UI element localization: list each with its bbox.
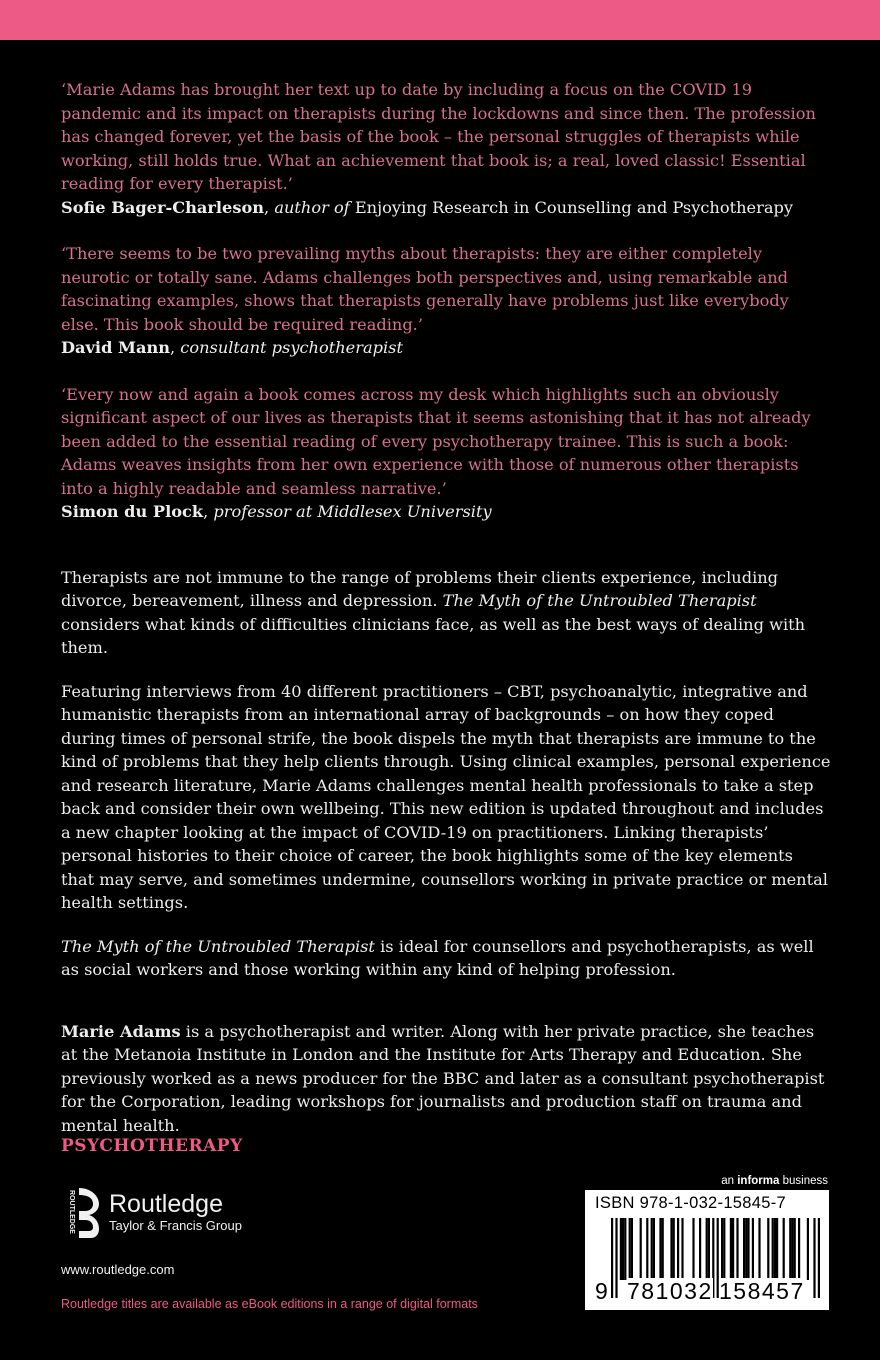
- barcode-bar: [646, 1218, 648, 1280]
- barcode-bar: [631, 1218, 633, 1280]
- reviewer-name: David Mann: [61, 338, 170, 357]
- category-label: PSYCHOTHERAPY: [61, 1136, 243, 1156]
- description-paragraph-3: [61, 935, 831, 982]
- barcode-bar: [745, 1218, 747, 1280]
- barcode-bar: [624, 1218, 626, 1280]
- publisher-group: Taylor & Francis Group: [109, 1218, 242, 1233]
- isbn-barcode: [585, 1190, 829, 1310]
- back-cover-text: [61, 78, 831, 1157]
- reviewer-name: Sofie Bager-Charleson: [61, 197, 265, 217]
- barcode-bar: [653, 1218, 655, 1280]
- barcode-digits-left: 781032: [627, 1278, 713, 1304]
- reviewer-book-title: Enjoying Research in Counselling and Psychotherapy: [349, 197, 794, 217]
- review-text: ‘Marie Adams has brought her text up to date by including a focus on the COVID 19 pandemic and its impact on therapists during the lockdowns and since then. The profession has changed forever, yet the basis of the book – the personal struggles of therapists while working, still holds true. What an achievement that book is; a real, loved classic! Essential reading for every therapist.’: [61, 80, 816, 193]
- barcode-bar: [807, 1218, 809, 1280]
- barcode-bar: [670, 1218, 672, 1280]
- barcode-bar: [794, 1218, 796, 1280]
- barcode-bar: [699, 1218, 701, 1280]
- informa-prefix: an: [721, 1175, 738, 1187]
- description-text: is ideal for counsellors and psychotherapists, as well as social workers and those working within any kind of helping profession.: [61, 936, 814, 979]
- description-paragraph-2: Featuring interviews from 40 different practitioners – CBT, psychoanalytic, integrative and humanistic therapists from an international array of backgrounds – on how they coped during times of personal strife, the book dispels the myth that therapists are immune to the kind of problems that they help clients through. Using clinical examples, personal experience and research literature, Marie Adams challenges mental health professionals to take a step back and consider their own wellbeing. This new edition is updated throughout and includes a new chapter looking at the impact of COVID-19 on practitioners. Linking therapists’ personal histories to their choice of career, the book highlights some of the key elements that may serve, and sometimes undermine, counsellors working in private practice or mental health settings.: [61, 681, 831, 912]
- review-quote-3: [61, 383, 831, 524]
- barcode-bar: [798, 1218, 800, 1280]
- routledge-wordmark: [109, 1190, 242, 1234]
- barcode-bar: [651, 1218, 653, 1280]
- book-title: The Myth of the Untroubled Therapist: [442, 591, 757, 610]
- review-attribution: [61, 500, 831, 524]
- barcode-bar: [758, 1218, 760, 1280]
- barcode-bar: [622, 1218, 624, 1280]
- routledge-vertical-text: ROUTLEDGE: [68, 1190, 75, 1234]
- review-quote-1: [61, 78, 831, 219]
- barcode-bar: [776, 1218, 778, 1280]
- barcode-bar: [732, 1218, 734, 1280]
- barcode-bar: [721, 1218, 723, 1280]
- description-text: considers what kinds of difficulties clinicians face, as well as the best ways of dealing with them.: [61, 614, 806, 657]
- author-bio-text: is a psychotherapist and writer. Along with her private practice, she teaches at the Metanoia Institute in London and the Institute for Arts Therapy and Education. She previously worked as a news producer for the BBC and later as a consultant psychotherapist for the Corporation, leading workshops for journalists and production staff on trauma and mental health.: [61, 1021, 825, 1135]
- barcode-bar: [659, 1218, 661, 1280]
- separator: ,: [203, 502, 214, 521]
- barcode-bar: [640, 1218, 642, 1280]
- barcode-bar: [692, 1218, 694, 1280]
- isbn-label: ISBN 978-1-032-15845-7: [595, 1194, 786, 1212]
- informa-tagline: [721, 1175, 828, 1187]
- reviewer-role: professor at Middlesex University: [213, 502, 492, 521]
- barcode-bar: [789, 1218, 791, 1280]
- barcode-digits: [585, 1278, 829, 1306]
- barcode-bar: [783, 1218, 785, 1280]
- routledge-logo: [61, 1184, 242, 1240]
- barcode-bar: [752, 1218, 754, 1280]
- barcode-bar: [772, 1218, 774, 1280]
- barcode-bar: [747, 1218, 749, 1280]
- reviewer-role: author of: [274, 197, 350, 217]
- publisher-name: Routledge: [109, 1190, 223, 1218]
- barcode-digit-first: 9: [595, 1278, 610, 1304]
- barcode-bar: [730, 1218, 732, 1280]
- barcode-bar: [677, 1218, 679, 1280]
- barcode-bar: [708, 1218, 710, 1280]
- separator: ,: [169, 338, 181, 357]
- description-text: Therapists are not immune to the range of problems their clients experience, including divorce, bereavement, illness and depression.: [61, 567, 779, 610]
- author-name: Marie Adams: [61, 1021, 181, 1041]
- informa-suffix: business: [779, 1175, 828, 1187]
- review-quote-2: [61, 242, 831, 360]
- review-attribution: [61, 196, 831, 220]
- review-text: ‘Every now and again a book comes across my desk which highlights such an obviously significant aspect of our lives as therapists that it seems astonishing that it has not already been added to the essential reading of every psychotherapy trainee. This is such a book: Adams weaves insights from her own experience with those of numerous other therapists into a highly readable and seamless narrative.’: [61, 384, 811, 498]
- publisher-url[interactable]: www.routledge.com: [61, 1262, 175, 1277]
- barcode-bar: [791, 1218, 793, 1280]
- informa-brand: informa: [737, 1175, 780, 1187]
- barcode-bar: [662, 1218, 664, 1280]
- barcode-digits-right: 158457: [719, 1278, 805, 1304]
- description-paragraph-1: [61, 566, 831, 660]
- book-title: The Myth of the Untroubled Therapist: [61, 936, 375, 956]
- author-bio: [61, 1020, 831, 1138]
- barcode-bar: [673, 1218, 675, 1280]
- separator: ,: [264, 197, 275, 217]
- barcode-bar: [736, 1218, 738, 1280]
- barcode-bar: [629, 1218, 631, 1280]
- barcode-bar: [681, 1218, 683, 1280]
- barcode-bar: [774, 1218, 776, 1280]
- review-text: ‘There seems to be two prevailing myths about therapists: they are either completely neurotic or totally sane. Adams challenges both perspectives and, using remarkable and fascinating examples, shows that therapists generally have problems just like everybody else. This book should be required reading.’: [61, 244, 789, 334]
- barcode-bar: [743, 1218, 745, 1280]
- barcode-bar: [723, 1218, 725, 1280]
- ebook-note: Routledge titles are available as eBook editions in a range of digital formats: [61, 1297, 478, 1311]
- reviewer-role: consultant psychotherapist: [180, 338, 403, 357]
- barcode-bar: [620, 1218, 622, 1280]
- review-attribution: [61, 336, 831, 360]
- routledge-mark-icon: [61, 1184, 103, 1240]
- reviewer-name: Simon du Plock: [61, 502, 204, 521]
- barcode-bar: [706, 1218, 708, 1280]
- barcode-bar: [767, 1218, 769, 1280]
- top-color-band: [0, 0, 880, 40]
